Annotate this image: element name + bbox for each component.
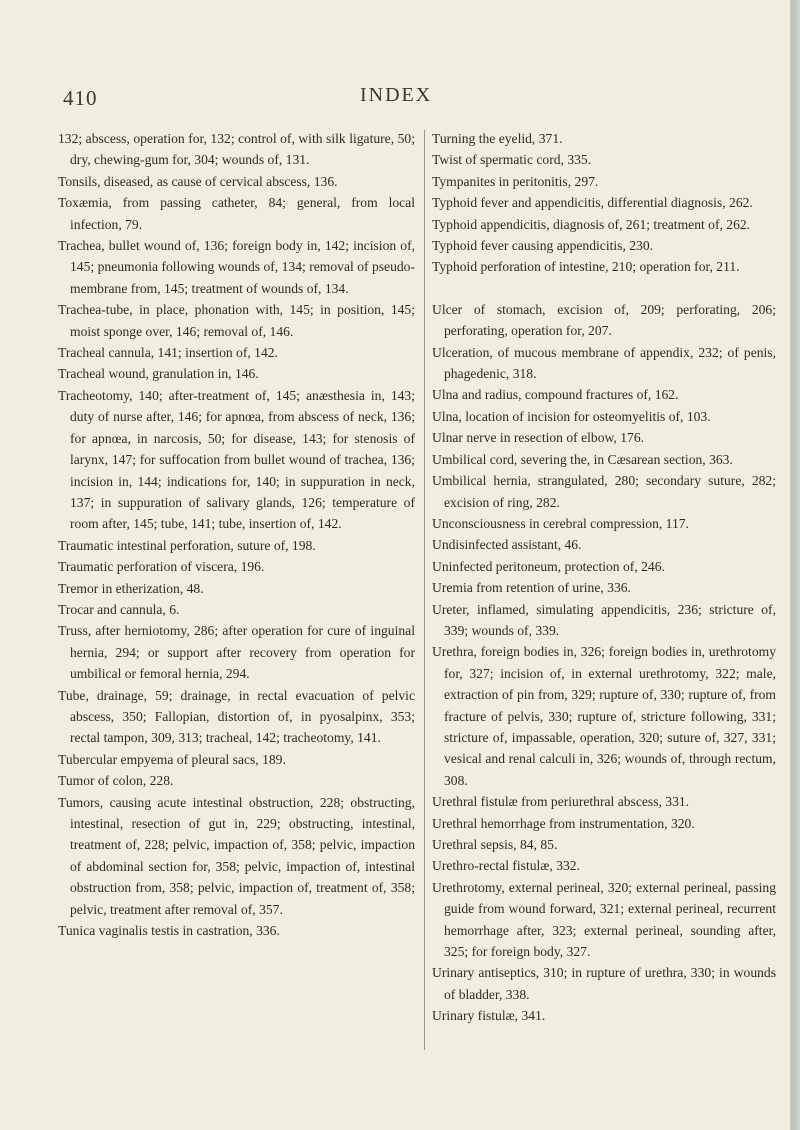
index-entry: Tunica vaginalis testis in castration, 336.	[58, 923, 280, 939]
index-entry: Truss, after herniotomy, 286; after operation for cure of inguinal hernia, 294; or support after recovery from operation for umbilical or femoral hernia, 294.	[58, 623, 415, 682]
index-entry: Ulceration, of mucous membrane of appendix, 232; of penis, phagedenic, 318.	[432, 344, 776, 382]
index-entry: Undisinfected assistant, 46.	[432, 537, 582, 553]
index-entry: Ulna, location of incision for osteomyelitis of, 103.	[432, 408, 711, 424]
index-entry: Umbilical cord, severing the, in Cæsarean section, 363.	[432, 451, 733, 467]
index-entry: Urethra, foreign bodies in, 326; foreign bodies in, urethrotomy for, 327; incision of, in external urethrotomy, 322; male, extraction of pin from, 329; rupture of, 330; rupture of, from fracture of pelvis, 330; rupture of, stricture following, 331; stricture of, impassable, operation, 320; suture of, 327, 331; vesical and renal calculi in, 326; wounds of, through rectum, 308.	[432, 644, 776, 788]
running-head: INDEX	[360, 84, 433, 106]
index-entry: Urethral sepsis, 84, 85.	[432, 837, 558, 852]
index-entry: Ulna and radius, compound fractures of, 162.	[432, 387, 679, 403]
index-entry: Tracheotomy, 140; after-treatment of, 145; anæsthesia in, 143; duty of nurse after, 146; for apnœa, from abscess of neck, 136; for apnœa, in narcosis, 50; for disease, 143; for stenosis of larynx, 147; for suffocation from bullet wound of trachea, 136; incision in, 144; indications for, 140; in suppuration in neck, 137; in suppuration of salivary glands, 126; temperature of room after, 145; tube, 141; tube, insertion of, 142.	[58, 387, 415, 532]
index-entry: Typhoid fever and appendicitis, differential diagnosis, 262.	[432, 195, 753, 211]
index-column-left	[58, 128, 415, 941]
index-column-right	[432, 128, 776, 1027]
index-entry: Trocar and cannula, 6.	[58, 601, 180, 617]
index-entry: Trachea-tube, in place, phonation with, 145; in position, 145; moist sponge over, 146; removal of, 146.	[58, 302, 415, 339]
index-entry: Tumors, causing acute intestinal obstruction, 228; obstructing, intestinal, resection of gut in, 229; obstructing, intestinal, treatment of, 228; pelvic, impaction of, 358; pelvic, impaction of abdominal section for, 358; pelvic, impaction of, intestinal obstruction from, 358; pelvic, impaction of, treatment of, 358; pelvic, treatment after removal of, 357.	[58, 794, 415, 917]
index-entry: Traumatic perforation of viscera, 196.	[58, 559, 265, 575]
column-divider	[424, 130, 425, 1050]
index-entry: 132; abscess, operation for, 132; control of, with silk ligature, 50; dry, chewing-gum for, 304; wounds of, 131.	[58, 131, 415, 168]
page-edge	[790, 0, 800, 1130]
index-entry: Typhoid perforation of intestine, 210; operation for, 211.	[432, 259, 740, 275]
index-entry: Tubercular empyema of pleural sacs, 189.	[58, 751, 286, 767]
page-number: 410	[63, 86, 98, 110]
index-entry: Urethral fistulæ from periurethral abscess, 331.	[432, 794, 690, 810]
index-entry: Tracheal wound, granulation in, 146.	[58, 366, 259, 382]
index-entry: Ulnar nerve in resection of elbow, 176.	[432, 430, 645, 446]
index-entry: Tracheal cannula, 141; insertion of, 142.	[58, 345, 278, 361]
index-entry: Umbilical hernia, strangulated, 280; secondary suture, 282; excision of ring, 282.	[432, 473, 776, 510]
index-entry: Tumor of colon, 228.	[58, 773, 174, 789]
index-entry: Typhoid fever causing appendicitis, 230.	[432, 238, 654, 254]
index-entry: Tympanites in peritonitis, 297.	[432, 173, 599, 189]
index-entry: Ulcer of stomach, excision of, 209; perforating, 206; perforating, operation for, 207.	[432, 301, 776, 339]
index-entry: Tube, drainage, 59; drainage, in rectal evacuation of pelvic abscess, 350; Fallopian, distortion of, in pyosalpinx, 353; rectal tampon, 309, 313; tracheal, 142; tracheotomy, 141.	[58, 687, 415, 746]
index-entry: Typhoid appendicitis, diagnosis of, 261; treatment of, 262.	[432, 216, 751, 232]
index-entry: Twist of spermatic cord, 335.	[432, 152, 592, 168]
index-entry: Tremor in etherization, 48.	[58, 580, 204, 596]
index-entry: Toxæmia, from passing catheter, 84; general, from local infection, 79.	[58, 195, 415, 232]
index-entry: Ureter, inflamed, simulating appendicitis, 236; stricture of, 339; wounds of, 339.	[432, 601, 776, 638]
index-entry: Unconsciousness in cerebral compression, 117.	[432, 515, 689, 531]
index-entry: Urethral hemorrhage from instrumentation, 320.	[432, 815, 695, 831]
index-entry: Uninfected peritoneum, protection of, 246.	[432, 558, 665, 574]
index-entry: Traumatic intestinal perforation, suture of, 198.	[58, 537, 316, 553]
index-entry: Trachea, bullet wound of, 136; foreign body in, 142; incision of, 145; pneumonia following wounds of, 134; removal of pseudo-membrane from, 145; treatment of wounds of, 134.	[58, 238, 415, 296]
index-entry: Turning the eyelid, 371.	[432, 131, 563, 146]
index-entry: Urinary antiseptics, 310; in rupture of urethra, 330; in wounds of bladder, 338.	[432, 965, 776, 1002]
index-entry: Uremia from retention of urine, 336.	[432, 580, 631, 596]
index-entry: Tonsils, diseased, as cause of cervical abscess, 136.	[58, 173, 338, 189]
index-entry: Urethrotomy, external perineal, 320; external perineal, passing guide from wound forward, 321; external perineal, recurrent hemorrhage after, 323; external perineal, sounding after, 325; for foreign body, 327.	[432, 879, 776, 960]
index-entry: Urethro-rectal fistulæ, 332.	[432, 858, 580, 874]
index-entry: Urinary fistulæ, 341.	[432, 1008, 546, 1024]
